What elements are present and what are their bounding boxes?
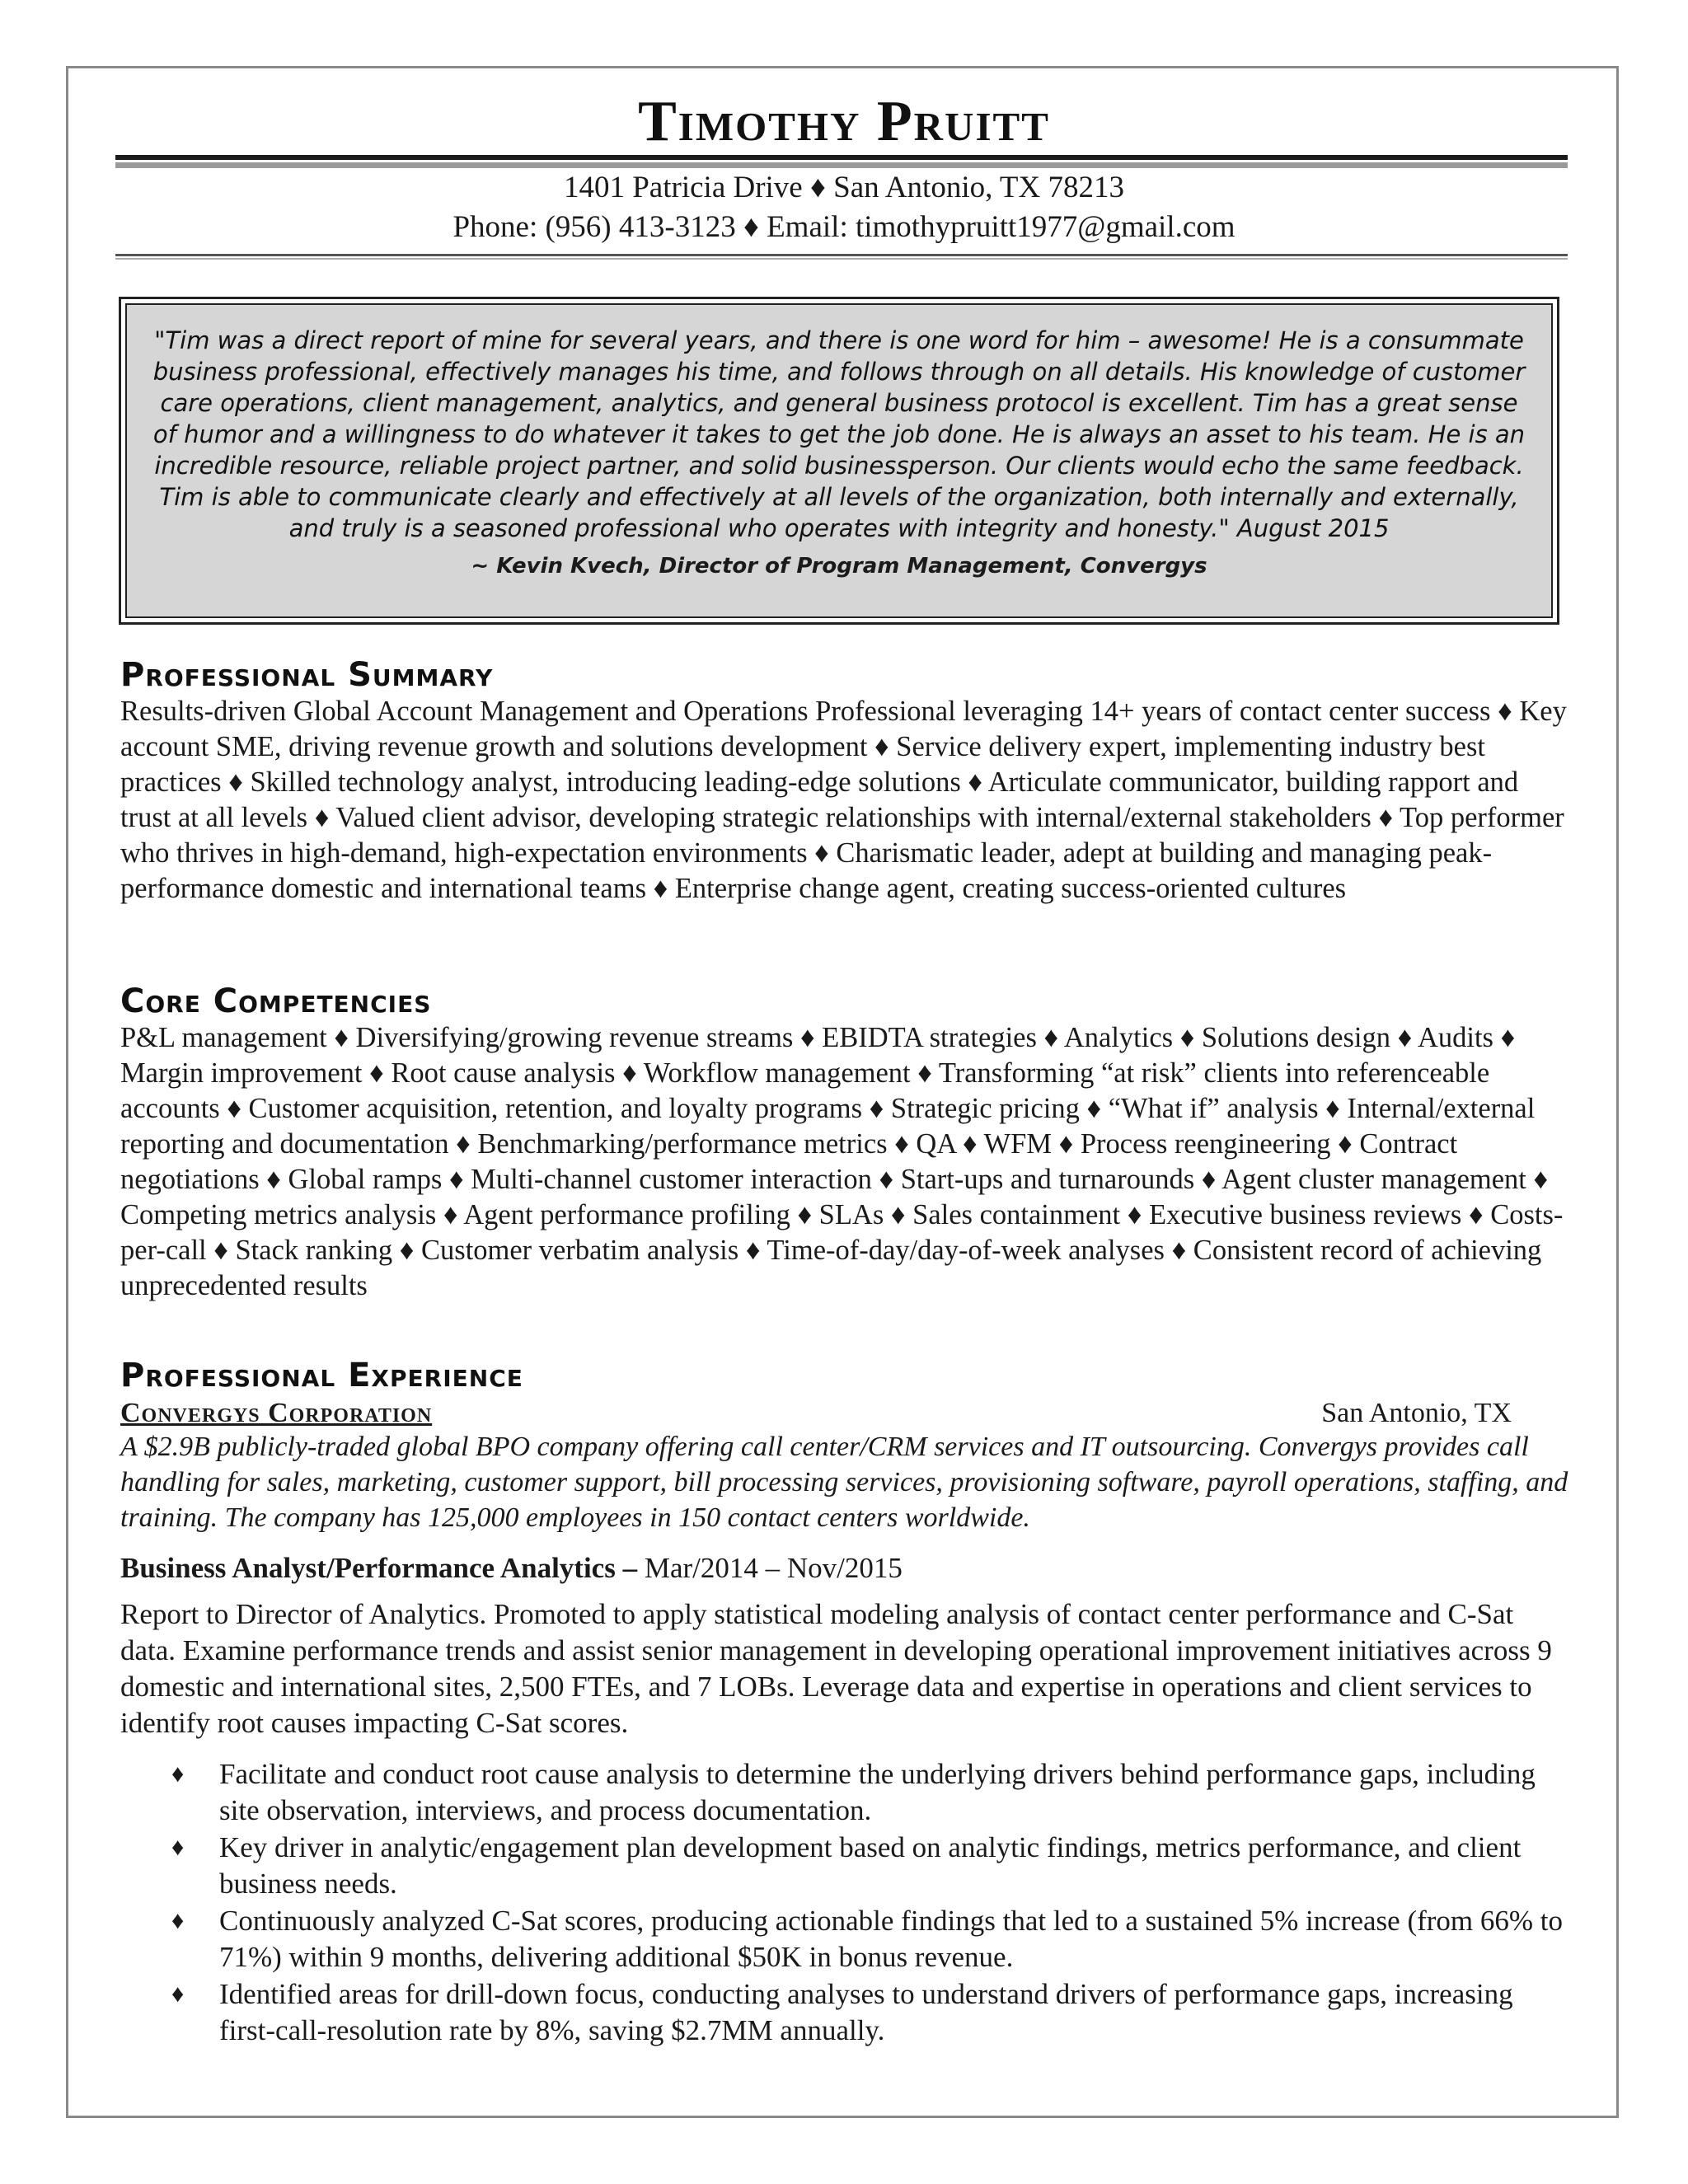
section-title-experience: Professional Experience [120, 1357, 523, 1394]
core-competencies-section [120, 982, 1571, 1304]
list-item [120, 1756, 1571, 1829]
professional-experience-section [120, 1357, 1571, 2050]
candidate-name: Timothy Pruitt [638, 90, 1050, 153]
testimonial-attribution: ~ Kevin Kvech, Director of Program Management, Convergys [471, 554, 1207, 579]
contact-line: Phone: (956) 413-3123 ♦ Email: timothypruitt1977@gmail.com [452, 210, 1236, 244]
testimonial-box [119, 297, 1559, 625]
header-rule-dark [115, 155, 1568, 160]
section-title-summary: Professional Summary [120, 656, 494, 694]
contact-block [0, 168, 1688, 247]
competencies-text: P&L management ♦ Diversifying/growing revenue streams ♦ EBIDTA strategies ♦ Analytics ♦ Solutions design ♦ Audits ♦ Margin improvement ♦ Root cause analysis ♦ Workflow management ♦ Transforming “at risk” clients into referenceable accounts ♦ Customer acquisition, retention, and loyalty programs ♦ Strategic pricing ♦ “What if” analysis ♦ Internal/external reporting and documentation ♦ Benchmarking/performance metrics ♦ QA ♦ WFM ♦ Process reengineering ♦ Contract negotiations ♦ Global ramps ♦ Multi-channel customer interaction ♦ Start-ups and turnarounds ♦ Agent cluster management ♦ Competing metrics analysis ♦ Agent performance profiling ♦ SLAs ♦ Sales containment ♦ Executive business reviews ♦ Costs-per-call ♦ Stack ranking ♦ Customer verbatim analysis ♦ Time-of-day/day-of-week analyses ♦ Consistent record of achieving unprecedented results [120, 1022, 1564, 1301]
role-title: Business Analyst/Performance Analytics – [120, 1552, 638, 1584]
role-dates: Mar/2014 – Nov/2015 [644, 1552, 903, 1584]
address-line: 1401 Patricia Drive ♦ San Antonio, TX 78213 [563, 171, 1125, 204]
list-item [120, 1903, 1571, 1975]
testimonial-inner [125, 303, 1553, 618]
company-row [120, 1398, 1571, 1429]
diamond-bullet-icon: ♦ [171, 1834, 185, 1861]
diamond-bullet-icon: ♦ [171, 1980, 185, 2008]
role-summary: Report to Director of Analytics. Promoted to apply statistical modeling analysis of contact center performance and C-Sat data. Examine performance trends and assist senior management in developing operational improvement initiatives across 9 domestic and international sites, 2,500 FTEs, and 7 LOBs. Leverage data and expertise in operations and client services to identify root causes impacting C-Sat scores. [120, 1598, 1552, 1739]
professional-summary-section [120, 656, 1571, 907]
company-location: San Antonio, TX [1321, 1398, 1512, 1428]
company-name: Convergys Corporation [120, 1398, 433, 1428]
contact-rule-light [115, 258, 1568, 260]
diamond-bullet-icon: ♦ [171, 1907, 185, 1934]
section-title-competencies: Core Competencies [120, 982, 432, 1020]
diamond-bullet-icon: ♦ [171, 1760, 185, 1788]
testimonial-quote: "Tim was a direct report of mine for several years, and there is one word for him – awesome! He is a consummate business professional, effectively manages his time, and follows through on all details. His knowledge of customer care operations, client management, analytics, and general business protocol is excellent. Tim has a great sense of humor and a willingness to do whatever it takes to get the job done. He is always an asset to his team. He is an incredible resource, reliable project partner, and solid businessperson. Our clients would echo the same feedback. Tim is able to communicate clearly and effectively at all levels of the organization, both internally and externally, and truly is a seasoned professional who operates with integrity and honesty." August 2015 [152, 326, 1526, 542]
achievement-list [120, 1756, 1571, 2049]
bullet-text: Continuously analyzed C-Sat scores, producing actionable findings that led to a sustained 5% increase (from 66% to 71%) within 9 months, delivering additional $50K in bonus revenue. [219, 1905, 1564, 1973]
summary-text: Results-driven Global Account Management and Operations Professional leveraging 14+ years of contact center success ♦ Key account SME, driving revenue growth and solutions development ♦ Service delivery expert, implementing industry best practices ♦ Skilled technology analyst, introducing leading-edge solutions ♦ Articulate communicator, building rapport and trust at all levels ♦ Valued client advisor, developing strategic relationships with internal/external stakeholders ♦ Top performer who thrives in high-demand, high-expectation environments ♦ Charismatic leader, adept at building and managing peak-performance domestic and international teams ♦ Enterprise change agent, creating success-oriented cultures [120, 696, 1567, 904]
contact-rule-dark [115, 254, 1568, 256]
bullet-text: Facilitate and conduct root cause analysis to determine the underlying drivers behind performance gaps, including site observation, interviews, and process documentation. [219, 1758, 1536, 1826]
company-description: A $2.9B publicly-traded global BPO company offering call center/CRM services and IT outsourcing. Convergys provides call handling for sales, marketing, customer support, bill processing services, provisioning software, payroll operations, staffing, and training. The company has 125,000 employees in 150 contact centers worldwide. [120, 1432, 1568, 1533]
bullet-text: Key driver in analytic/engagement plan development based on analytic findings, metrics performance, and client business needs. [219, 1831, 1522, 1900]
list-item [120, 1976, 1571, 2049]
bullet-text: Identified areas for drill-down focus, conducting analyses to understand drivers of performance gaps, increasing first-call-resolution rate by 8%, saving $2.7MM annually. [219, 1978, 1513, 2046]
header-rule-light [115, 162, 1568, 168]
role-heading [120, 1552, 1571, 1585]
list-item [120, 1830, 1571, 1902]
